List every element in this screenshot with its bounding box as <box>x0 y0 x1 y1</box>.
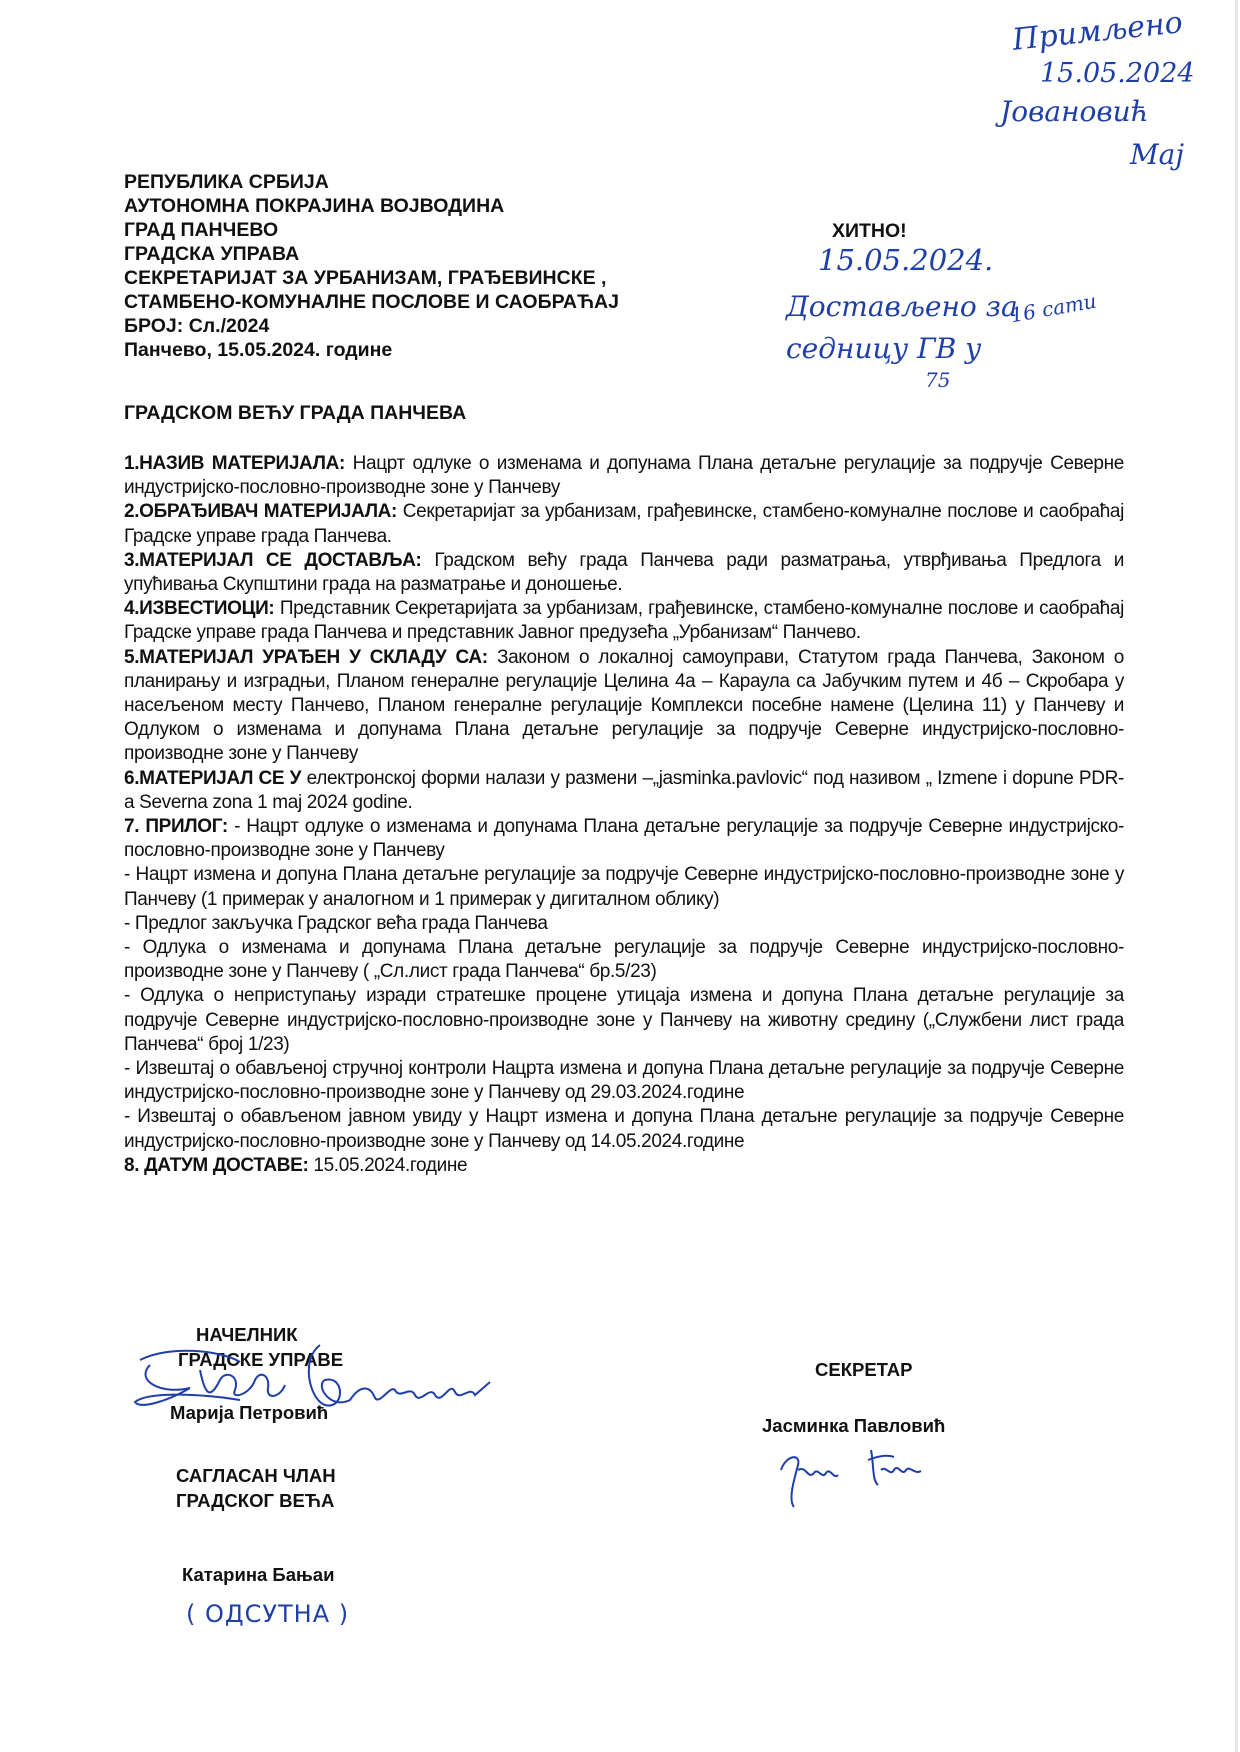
attachment-item: - Извештај о обављеном јавном увиду у Нацрт измена и допуна Плана детаљне регулације за подручје Северне индустријско-пословно-производне зоне у Панчеву од 14.05.2024.године <box>124 1106 1124 1152</box>
letterhead-line: ГРАД ПАНЧЕВО <box>124 219 279 241</box>
section-text: Нацрт одлуке о изменама и допунама Плана детаљне регулације за подручје Северне индустријско-пословно-производне зоне у Панчеву <box>124 453 1124 499</box>
handwritten-delivery-date: 15.05.2024. <box>818 243 994 277</box>
section-text: Градском већу града Панчева ради разматрања, утврђивања Предлога и упућивања Скупштини града на разматрање и доношење. <box>124 549 1124 596</box>
handwritten-delivery-note-1: Достављено за <box>786 290 1018 323</box>
section-attachments <box>124 815 1124 863</box>
section-compliance <box>124 646 1124 767</box>
section-text: Законом о локалној самоуправи, Статутом града Панчева, Законом о планирању и изградњи, Планом генералне регулације Целина 4а – Караула са Јабучким путем и 4б – Скробара у насељеном месту Панчево, Планом генералне регулације Комплекси посебне намене (Целина 11) у Панчеву и Одлуком о изменама и допунама Плана детаљне регулације за подручје Северне индустријско-пословно-производне зоне у Панчеву <box>124 646 1124 765</box>
attachment-item: - Извештај о обављеној стручној контроли Нацрта измена и допуна Плана детаљне регулације за подручје Северне индустријско-пословно-производне зоне у Панчеву од 29.03.2024.године <box>124 1058 1124 1104</box>
section-reporters <box>124 597 1124 645</box>
attachment-item: - Одлука о неприступању изради стратешке процене утицаја измена и допуна Плана детаљне регулације за подручје Северне индустријско-пословно-производне зоне у Панчеву на животну средину („Службени лист града Панчева“ број 1/23) <box>124 985 1124 1055</box>
handwritten-receipt-date: 15.05.2024 <box>1040 58 1195 89</box>
letterhead-line: ГРАДСКА УПРАВА <box>124 243 300 265</box>
section-label: 6.МАТЕРИЈАЛ СЕ У <box>124 767 302 789</box>
handwritten-receipt-line-1: Примљено <box>1010 5 1185 58</box>
council-member-title-line1: САГЛАСАН ЧЛАН <box>176 1465 336 1486</box>
document-body <box>124 452 1124 1178</box>
handwritten-delivery-note-2: седницу ГВ у <box>786 332 982 365</box>
head-title-line1: НАЧЕЛНИК <box>196 1324 298 1345</box>
section-label: 5.МАТЕРИЈАЛ УРАЂЕН У СКЛАДУ СА: <box>124 646 488 668</box>
attachment-item: - Нацрт одлуке о изменама и допунама Плана детаљне регулације за подручје Северне индустријско-пословно-производне зоне у Панчеву <box>124 816 1124 862</box>
head-title-line2: ГРАДСКЕ УПРАВЕ <box>178 1349 344 1370</box>
section-label: 7. ПРИЛОГ: <box>124 816 228 838</box>
section-label: 8. ДАТУМ ДОСТАВЕ: <box>124 1154 309 1176</box>
page-edge <box>1235 0 1238 1752</box>
section-delivery-date <box>124 1154 1124 1178</box>
secretary-signature <box>776 1445 976 1515</box>
letterhead-line: СТАМБЕНО-КОМУНАЛНЕ ПОСЛОВЕ И САОБРАЋАЈ <box>124 291 619 313</box>
document-number: БРОЈ: Сл./2024 <box>124 315 270 337</box>
handwritten-delivery-time: 16 сати <box>1008 288 1099 328</box>
letterhead <box>124 170 619 362</box>
letterhead-line: АУТОНОМНА ПОКРАЈИНА ВОЈВОДИНА <box>124 195 505 217</box>
delivery-date-value: 15.05.2024.године <box>308 1154 468 1176</box>
handwritten-receipt-initials: Мај <box>1130 138 1185 171</box>
council-member-name: Катарина Бањаи <box>182 1564 335 1585</box>
letterhead-line: РЕПУБЛИКА СРБИЈА <box>124 171 329 193</box>
attachment-item: - Одлука о изменама и допунама Плана детаљне регулације за подручје Северне индустријско-пословно-производне зоне у Панчеву ( „Сл.лист града Панчева“ бр.5/23) <box>124 937 1124 983</box>
section-text: Секретаријат за урбанизам, грађевинске, стамбено-комуналне послове и саобраћај Градске управе града Панчева. <box>124 501 1124 547</box>
letterhead-line: СЕКРЕТАРИЈАТ ЗА УРБАНИЗАМ, ГРАЂЕВИНСКЕ , <box>124 267 607 289</box>
section-delivered-to <box>124 549 1124 597</box>
handwritten-absent-note: ( ОДСУТНА ) <box>186 1600 350 1628</box>
handwritten-delivery-number: 75 <box>925 368 951 392</box>
section-label: 1.НАЗИВ МАТЕРИЈАЛА: <box>124 453 345 474</box>
head-signature <box>130 1340 530 1430</box>
section-electronic-form <box>124 767 1124 815</box>
secretary-title: СЕКРЕТАР <box>815 1359 913 1380</box>
section-material-name <box>124 452 1124 500</box>
addressee: ГРАДСКОМ ВЕЋУ ГРАДА ПАНЧЕВА <box>124 402 467 424</box>
attachment-item: - Нацрт измена и допуна Плана детаљне регулације за подручје Северне индустријско-пословно-производне зоне у Панчеву (1 примерак у аналогном и 1 примерак у дигиталном облику) <box>124 864 1124 910</box>
handwritten-receipt-name: Јовановић <box>1000 95 1149 128</box>
section-label: 4.ИЗВЕСТИОЦИ: <box>124 598 275 620</box>
head-name: Марија Петровић <box>170 1402 329 1423</box>
section-label: 2.ОБРАЂИВАЧ МАТЕРИЈАЛА: <box>124 501 398 523</box>
section-label: 3.МАТЕРИЈАЛ СЕ ДОСТАВЉА: <box>124 549 422 571</box>
council-member-title-line2: ГРАДСКОГ ВЕЋА <box>176 1490 335 1511</box>
section-prepared-by <box>124 500 1124 548</box>
urgent-label: ХИТНО! <box>832 220 907 242</box>
section-text: електронској форми налази у размени –„jasminka.pavlovic“ под називом „ Izmene i dopune PDR-a Severna zona 1 maj 2024 godine. <box>124 767 1124 813</box>
document-date: Панчево, 15.05.2024. године <box>124 339 393 361</box>
attachment-item: - Предлог закључка Градског већа града Панчева <box>124 912 548 934</box>
section-text: Представник Секретаријата за урбанизам, грађевинске, стамбено-комуналне послове и саобраћај Градске управе града Панчева и представник Јавног предузећа „Урбанизам“ Панчево. <box>124 598 1124 644</box>
secretary-name: Јасминка Павловић <box>762 1415 946 1436</box>
